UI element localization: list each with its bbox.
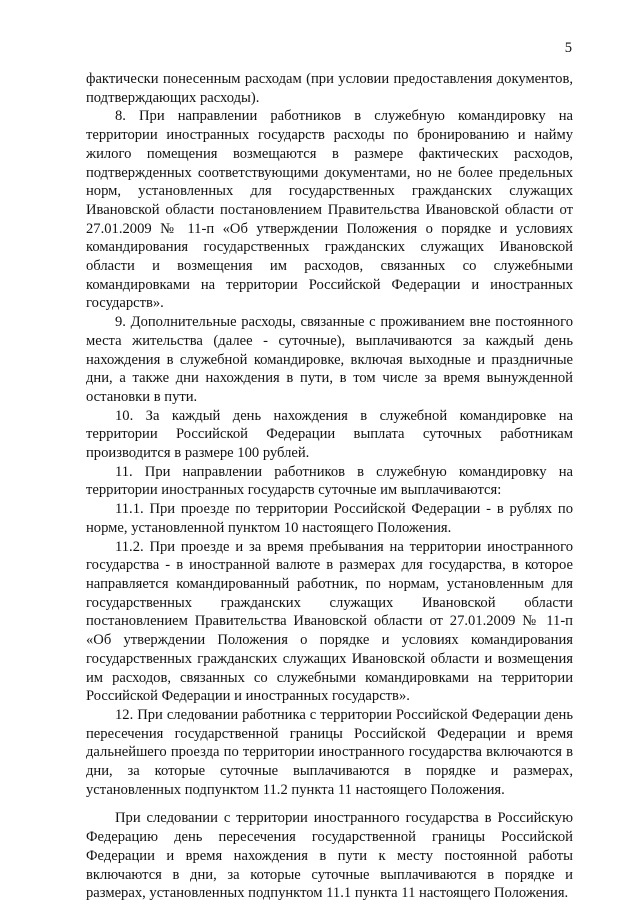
paragraph-item-9: 9. Дополнительные расходы, связанные с проживанием вне постоянного места жительства (далее - суточные), выплачиваются за каждый день нахождения в служебной командировке, включая выходные и праздничные дни, а также дни нахождения в пути, в том числе за время вынужденной остановки в пути.	[86, 314, 573, 405]
paragraph-item-12-return: При следовании с территории иностранного государства в Российскую Федерацию день пересечения государственной границы Российской Федерации и время нахождения в пути к месту постоянной работы включаются в дни, за которые суточные выплачиваются в порядке и размерах, установленных подпунктом 11.1 пункта 11 настоящего Положения.	[86, 810, 573, 902]
paragraph-item-11: 11. При направлении работников в служебную командировку на территории иностранных государств суточные им выплачиваются:	[86, 463, 573, 499]
paragraph-item-11-2: 11.2. При проезде и за время пребывания на территории иностранного государства - в иностранной валюте в размерах для государства, в которое направляется командированный работник, по нормам, установленным для государственных гражданских служащих Ивановской области постановлением Правительства Ивановской области от 27.01.2009 № 11-п «Об утверждении Положения о порядке и условиях командирования государственных гражданских служащих Ивановской области и возмещения им расходов, связанных со служебными командировками на территории Российской Федерации и иностранных государств».	[86, 538, 573, 705]
paragraph-item-12: 12. При следовании работника с территории Российской Федерации день пересечения государственной границы Российской Федерации и время дальнейшего проезда по территории иностранного государства включаются в дни, за которые суточные выплачиваются в порядке и размерах, установленных подпунктом 11.2 пункта 11 настоящего Положения.	[86, 706, 573, 798]
paragraph-continuation: фактически понесенным расходам (при условии предоставления документов, подтверждающих расходы).	[86, 71, 573, 106]
paragraph-item-8: 8. При направлении работников в служебную командировку на территории иностранных государств расходы по бронированию и найму жилого помещения возмещаются в размере фактических расходов, подтвержденных соответствующими документами, но не более предельных норм, установленных для государственных гражданских служащих Ивановской области постановлением Правительства Ивановской области от 27.01.2009 № 11-п «Об утверждении Положения о порядке и условиях командирования государственных гражданских служащих Ивановской области и возмещения им расходов, связанных со служебными командировками на территории Российской Федерации и иностранных государств».	[86, 108, 573, 312]
paragraph-item-11-1: 11.1. При проезде по территории Российской Федерации - в рублях по норме, установленной пунктом 10 настоящего Положения.	[86, 501, 573, 536]
document-body	[86, 70, 573, 903]
page-number: 5	[564, 40, 572, 56]
paragraph-item-10: 10. За каждый день нахождения в служебной командировке на территории Российской Федерации выплата суточных работникам производится в размере 100 рублей.	[86, 407, 573, 462]
